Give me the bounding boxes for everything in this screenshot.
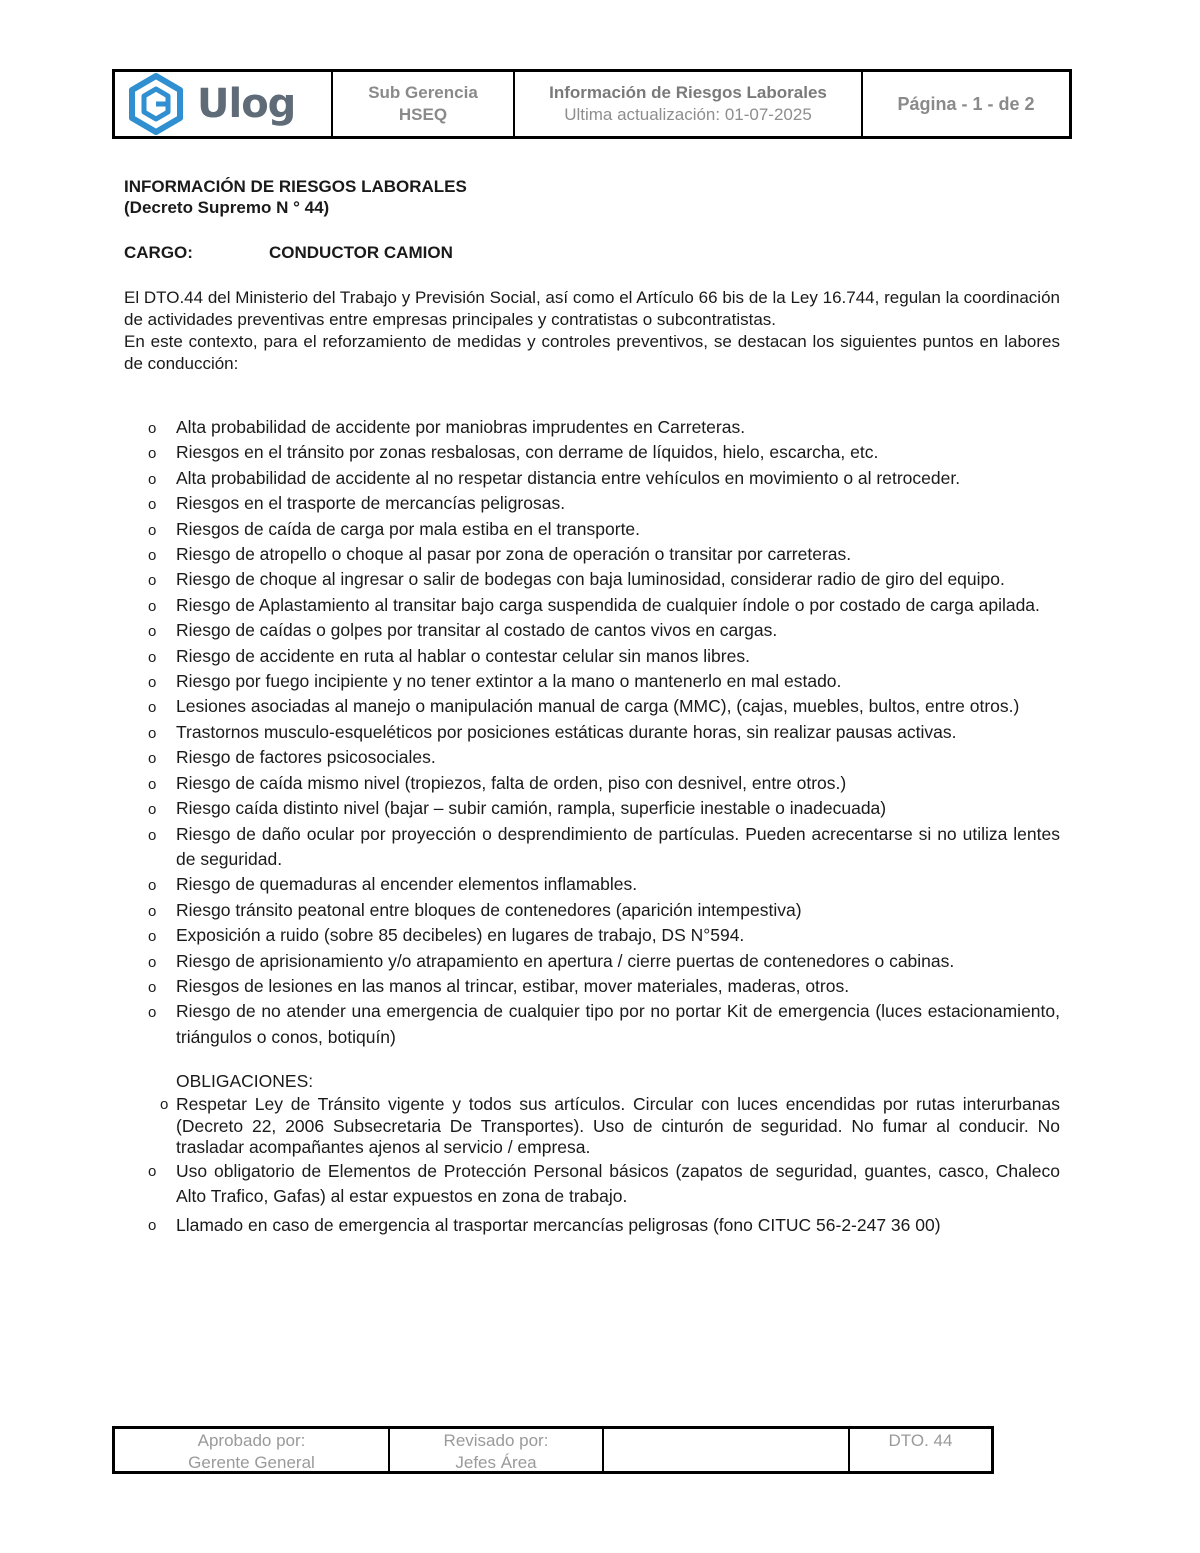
doc-info-cell [515,72,863,136]
risk-item: o Riesgo de aprisionamiento y/o atrapamiento en apertura / cierre puertas de contenedores o cabinas. [124,949,1060,974]
intro-paragraph-1: El DTO.44 del Ministerio del Trabajo y Previsión Social, así como el Artículo 66 bis de la Ley 16.744, regulan la coordinación de actividades preventivas entre empresas principales y contratistas o subcontratistas. [124,288,1060,329]
approved-cell [115,1429,390,1471]
risk-item: o Riesgo de atropello o choque al pasar por zona de operación o transitar por carreteras. [124,542,1060,567]
approved-by: Gerente General [188,1453,315,1472]
risk-item: o Riesgo caída distinto nivel (bajar – subir camión, rampla, superficie inestable o inadecuada) [124,796,1060,821]
risk-item: o Riesgos en el tránsito por zonas resbalosas, con derrame de líquidos, hielo, escarcha, etc. [124,440,1060,465]
risk-item: o Riesgos de caída de carga por mala estiba en el transporte. [124,517,1060,542]
risk-item: o Alta probabilidad de accidente al no respetar distancia entre vehículos en movimiento o al retroceder. [124,466,1060,491]
risk-item: o Riesgo de quemaduras al encender elementos inflamables. [124,872,1060,897]
risk-item: o Riesgo de factores psicosociales. [124,745,1060,770]
empty-cell [604,1429,850,1471]
risk-item: o Trastornos musculo-esqueléticos por posiciones estáticas durante horas, sin realizar pausas activas. [124,720,1060,745]
obligations-heading: OBLIGACIONES: [176,1071,314,1092]
approval-footer [112,1426,994,1474]
doc-ref: DTO. 44 [888,1431,953,1450]
approved-label: Aprobado por: [197,1431,306,1450]
title-line-2: (Decreto Supremo N ° 44) [124,198,330,217]
risk-item: o Riesgo por fuego incipiente y no tener extintor a la mano o mantenerlo en mal estado. [124,669,1060,694]
doc-ref-cell [850,1429,991,1471]
page-number-cell [863,72,1069,136]
obligation-item: o Respetar Ley de Tránsito vigente y todos sus artículos. Circular con luces encendidas por rutas interurbanas (Decreto 22, 2006 Subsecretaria De Transportes). Uso de cinturón de seguridad. No fumar al conducir. No trasladar acompañantes ajenos al servicio / empresa. [124,1094,1060,1159]
document-header [112,69,1072,139]
document-title [124,176,1060,218]
risk-item: o Riesgo de choque al ingresar o salir de bodegas con baja luminosidad, considerar radio de giro del equipo. [124,567,1060,592]
reviewed-cell [390,1429,604,1471]
obligations-list [124,1094,1060,1236]
risk-item: o Exposición a ruido (sobre 85 decibeles) en lugares de trabajo, DS N°594. [124,923,1060,948]
reviewed-label: Revisado por: [443,1431,549,1450]
sub-gerencia-label: Sub Gerencia [368,83,478,102]
sub-gerencia-cell [333,72,515,136]
page-number: Página - 1 - de 2 [897,93,1035,114]
obligation-item: o Llamado en caso de emergencia al trasportar mercancías peligrosas (fono CITUC 56-2-247 36 00) [124,1215,1060,1237]
risk-item: o Riesgo de Aplastamiento al transitar bajo carga suspendida de cualquier índole o por costado de carga apilada. [124,593,1060,618]
cargo-label: CARGO: [124,243,193,262]
title-line-1: INFORMACIÓN DE RIESGOS LABORALES [124,177,467,196]
risk-item: o Riesgo de accidente en ruta al hablar o contestar celular sin manos libres. [124,644,1060,669]
risk-item: o Riesgo de no atender una emergencia de cualquier tipo por no portar Kit de emergencia (luces estacionamiento, triángulos o conos, botiquín) [124,999,1060,1050]
document-body [124,176,1060,1236]
risk-item: o Riesgos en el trasporte de mercancías peligrosas. [124,491,1060,516]
doc-title: Información de Riesgos Laborales [549,83,827,102]
risk-list [124,415,1060,1050]
ulog-logo-icon [125,73,187,135]
logo-cell [115,72,333,136]
obligation-item: o Uso obligatorio de Elementos de Protección Personal básicos (zapatos de seguridad, guantes, casco, Chaleco Alto Trafico, Gafas) al estar expuestos en zona de trabajo. [124,1159,1060,1209]
intro-paragraph-2: En este contexto, para el reforzamiento de medidas y controles preventivos, se destacan los siguientes puntos en labores de conducción: [124,332,1060,373]
hseq-label: HSEQ [398,105,448,124]
cargo-row [124,242,1060,264]
risk-item: o Riesgos de lesiones en las manos al trincar, estibar, mover materiales, maderas, otros. [124,974,1060,999]
reviewed-by: Jefes Área [455,1453,537,1472]
cargo-value: CONDUCTOR CAMION [269,243,453,262]
risk-item: o Riesgo tránsito peatonal entre bloques de contenedores (aparición intempestiva) [124,898,1060,923]
risk-item: o Riesgo de daño ocular por proyección o desprendimiento de partículas. Pueden acrecentarse si no utiliza lentes de seguridad. [124,822,1060,873]
logo-text: Ulog [197,81,296,127]
last-updated: Ultima actualización: 01-07-2025 [564,105,812,124]
risk-item: o Riesgo de caída mismo nivel (tropiezos, falta de orden, piso con desnivel, entre otros.) [124,771,1060,796]
risk-item: o Lesiones asociadas al manejo o manipulación manual de carga (MMC), (cajas, muebles, bultos, entre otros.) [124,694,1060,719]
risk-item: o Riesgo de caídas o golpes por transitar al costado de cantos vivos en cargas. [124,618,1060,643]
risk-item: o Alta probabilidad de accidente por maniobras imprudentes en Carreteras. [124,415,1060,440]
intro-section [124,287,1060,375]
